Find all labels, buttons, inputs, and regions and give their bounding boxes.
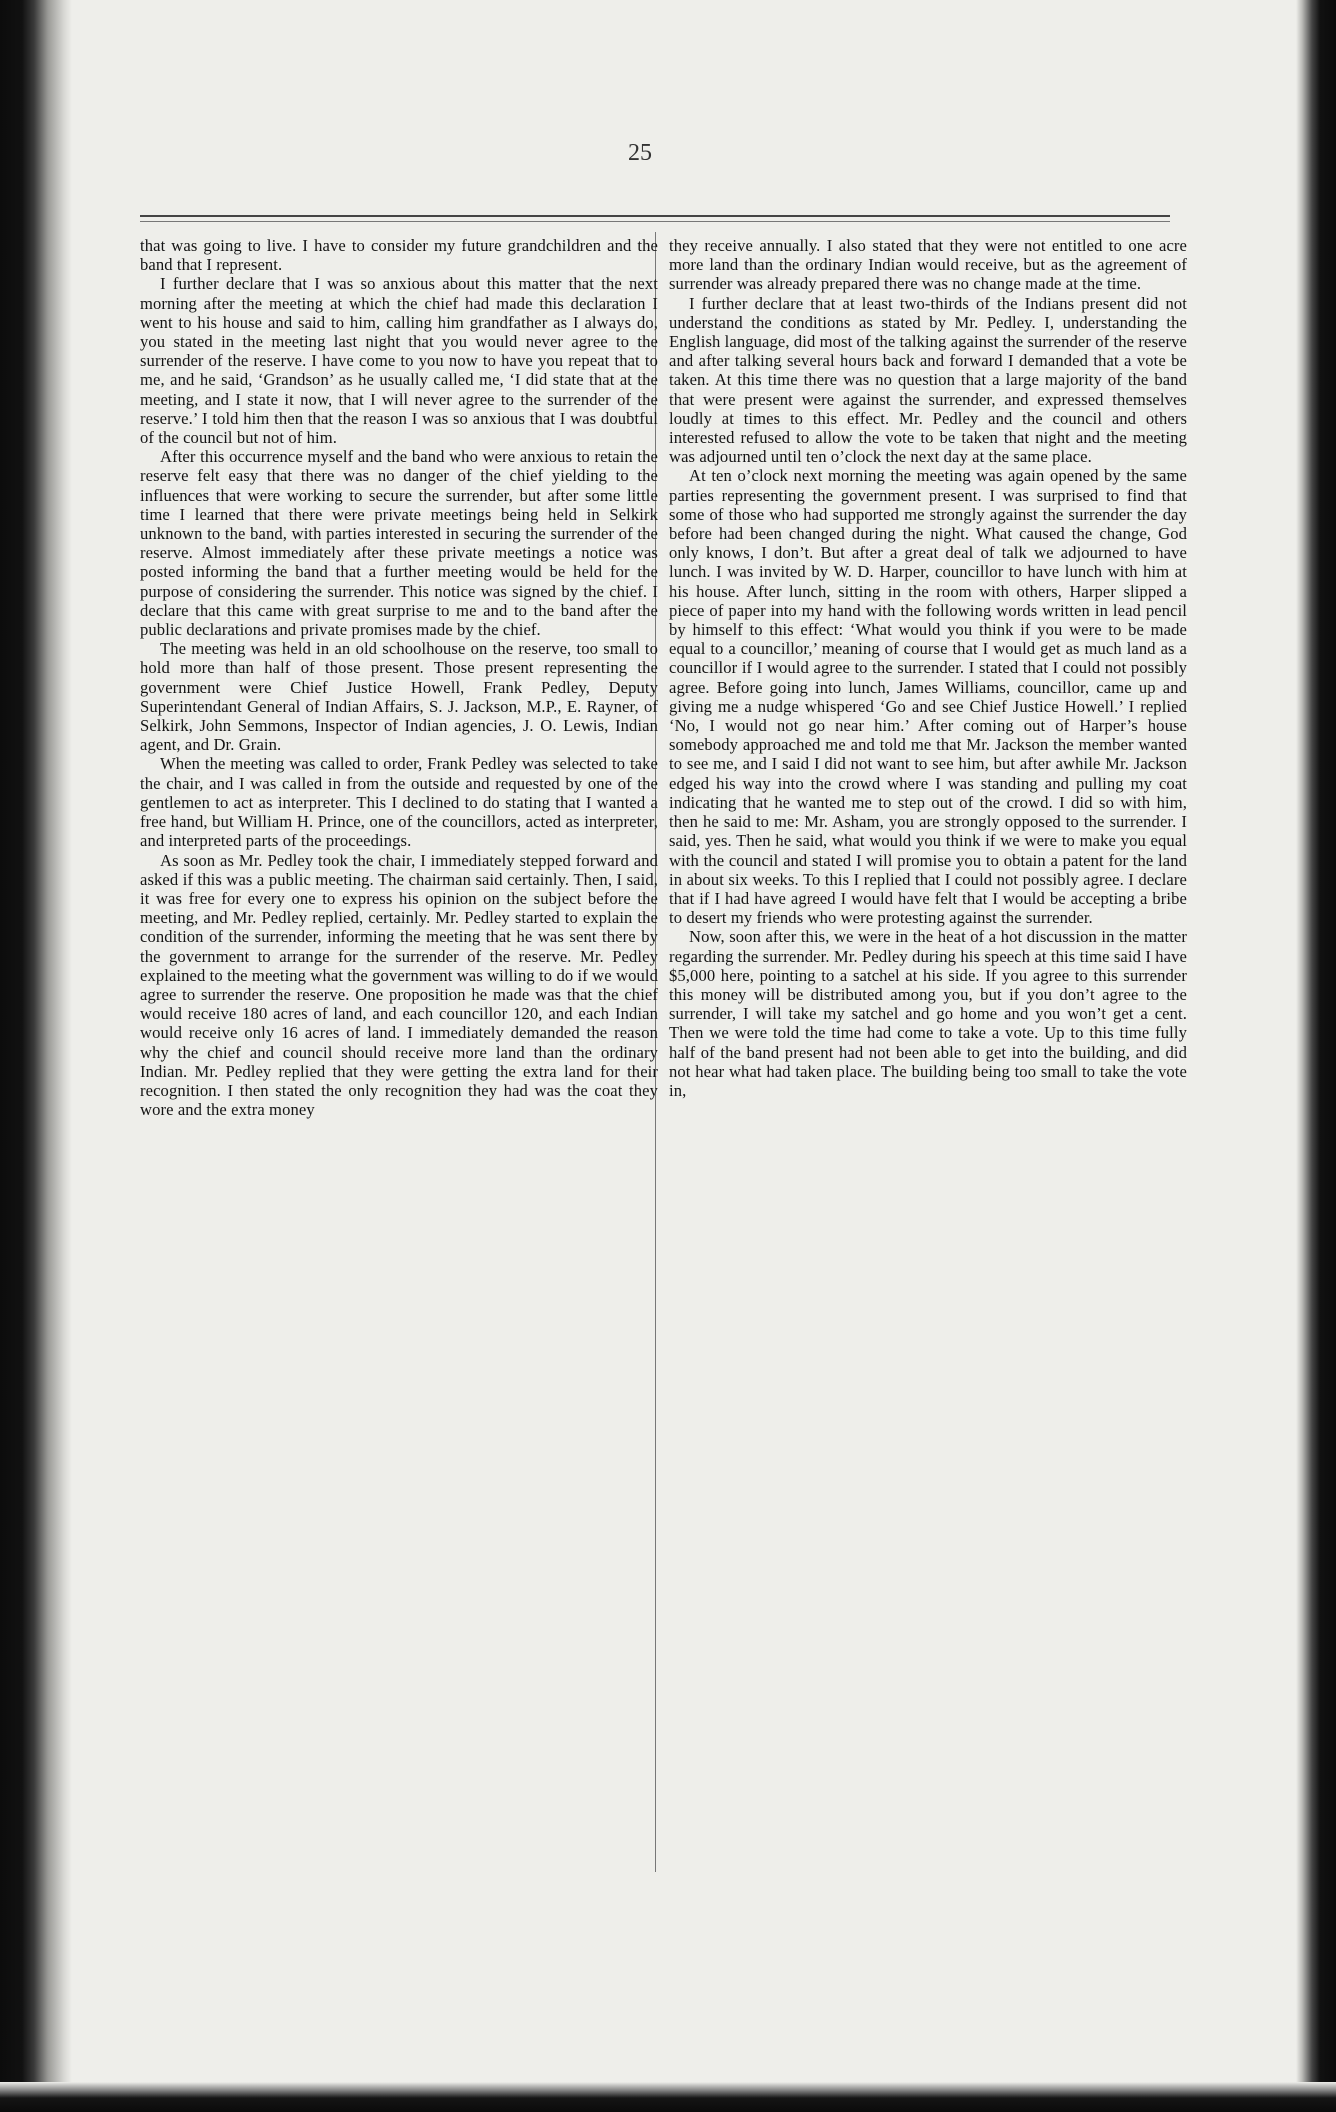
paragraph: At ten o’clock next morning the meeting was again opened by the same parties representing the government present. I was surprised to find that some of those who had supported me strongly against the surrender the day before had been changed during the night. What caused the change, God only knows, I don’t. But after a great deal of talk we adjourned to have lunch. I was invited by W. D. Harper, councillor to have lunch with him at his house. After lunch, sitting in the room with others, Harper slipped a piece of paper into my hand with the following words written in lead pencil by himself to this effect: ‘What would you think if you were to be made equal to a councillor,’ meaning of course that I would get as much land as a councillor if I would agree to the surrender. I stated that I could not possibly agree. Before going into lunch, James Williams, councillor, came up and giving me a nudge whispered ‘Go and see Chief Justice Howell.’ I replied ‘No, I would not go near him.’ After coming out of Harper’s house somebody approached me and told me that Mr. Jackson the member wanted to see me, and I said I did not want to see him, but after awhile Mr. Jackson edged his way into the crowd where I was standing and pulling my coat indicating that he wanted me to step out of the crowd. I did so with him, then he said to me: Mr. Asham, you are strongly opposed to the surrender. I said, yes. Then he said, what would you think if we were to make you equal with the council and stated I will promise you to obtain a patent for the land in about six weeks. To this I replied that I could not possibly agree. I declare that if I had have agreed I would have felt that I would be accepting a bribe to desert my friends who were protesting against the surrender. (669, 466, 1187, 928)
scan-border-bottom (0, 2082, 1336, 2112)
paragraph: After this occurrence myself and the band who were anxious to retain the reserve felt easy that there was no danger of the chief yielding to the influences that were working to secure the surrender, but after some little time I learned that there were private meetings being held in Selkirk unknown to the band, with parties interested in securing the surrender of the reserve. Almost immediately after these private meetings a notice was posted informing the band that a further meeting would be held for the purpose of considering the surrender. This notice was signed by the chief. I declare that this came with great surprise to me and to the band after the public declarations and private promises made by the chief. (140, 447, 658, 640)
scan-border-right (1296, 0, 1336, 2112)
paragraph: As soon as Mr. Pedley took the chair, I immediately stepped forward and asked if this was a public meeting. The chairman said certainly. Then, I said, it was free for every one to express his opinion on the subject before the meeting, and Mr. Pedley replied, certainly. Mr. Pedley started to explain the condition of the surrender, informing the meeting that he was sent there by the government to arrange for the surrender of the reserve. Mr. Pedley explained to the meeting what the government was willing to do if we would agree to surrender the reserve. One proposition he made was that the chief would receive 180 acres of land, and each councillor 120, and each Indian would receive only 16 acres of land. I immediately demanded the reason why the chief and council should receive more land than the ordinary Indian. Mr. Pedley replied that they were getting the extra land for their recognition. I then stated the only recognition they had was the coat they wore and the extra money (140, 850, 658, 1120)
header-rule (140, 215, 1170, 217)
paragraph: I further declare that at least two-thirds of the Indians present did not understand the conditions as stated by Mr. Pedley. I, understanding the English language, did most of the talking against the surrender of the reserve and after talking several hours back and forward I demanded that a vote be taken. At this time there was no question that a large majority of the band that were present were against the surrender, and expressed themselves loudly at times to this effect. Mr. Pedley and the council and others interested refused to allow the vote to be taken that night and the meeting was adjourned until ten o’clock the next day at the same place. (669, 293, 1187, 467)
paragraph: I further declare that I was so anxious about this matter that the next morning after the meeting at which the chief had made this declaration I went to his house and said to him, calling him grandfather as I always do, you stated in the meeting last night that you would never agree to the surrender of the reserve. I have come to you now to have you repeat that to me, and he said, ‘Grandson’ as he usually called me, ‘I did state that at the meeting, and I state it now, that I will never agree to the surrender of the reserve.’ I told him then that the reason I was so anxious that I was doubtful of the council but not of him. (140, 274, 658, 448)
page-number: 25 (628, 140, 652, 166)
right-column (669, 236, 1187, 1886)
paragraph: When the meeting was called to order, Frank Pedley was selected to take the chair, and I was called in from the outside and requested by one of the gentlemen to act as interpreter. This I declined to do stating that I wanted a free hand, but William H. Prince, one of the councillors, acted as interpreter, and interpreted parts of the proceedings. (140, 754, 658, 851)
paragraph: they receive annually. I also stated that they were not entitled to one acre more land than the ordinary Indian would receive, but as the agreement of surrender was already prepared there was no change made at the time. (669, 236, 1187, 294)
paragraph: that was going to live. I have to consider my future grandchildren and the band that I represent. (140, 236, 658, 275)
paragraph: Now, soon after this, we were in the heat of a hot discussion in the matter regarding the surrender. Mr. Pedley during his speech at this time said I have $5,000 here, pointing to a satchel at his side. If you agree to this surrender this money will be distributed among you, but if you don’t agree to the surrender, I will take my satchel and go home and you won’t get a cent. Then we were told the time had come to take a vote. Up to this time fully half of the band present had not been able to get into the building, and did not hear what had taken place. The building being too small to take the vote in, (669, 927, 1187, 1100)
scan-border-left (0, 0, 72, 2112)
paragraph: The meeting was held in an old schoolhouse on the reserve, too small to hold more than half of those present. Those present representing the government were Chief Justice Howell, Frank Pedley, Deputy Superintendant General of Indian Affairs, S. J. Jackson, M.P., E. Rayner, of Selkirk, John Semmons, Inspector of Indian agencies, J. O. Lewis, Indian agent, and Dr. Grain. (140, 639, 658, 755)
left-column (140, 236, 658, 1886)
header-rule-thin (140, 221, 1170, 222)
